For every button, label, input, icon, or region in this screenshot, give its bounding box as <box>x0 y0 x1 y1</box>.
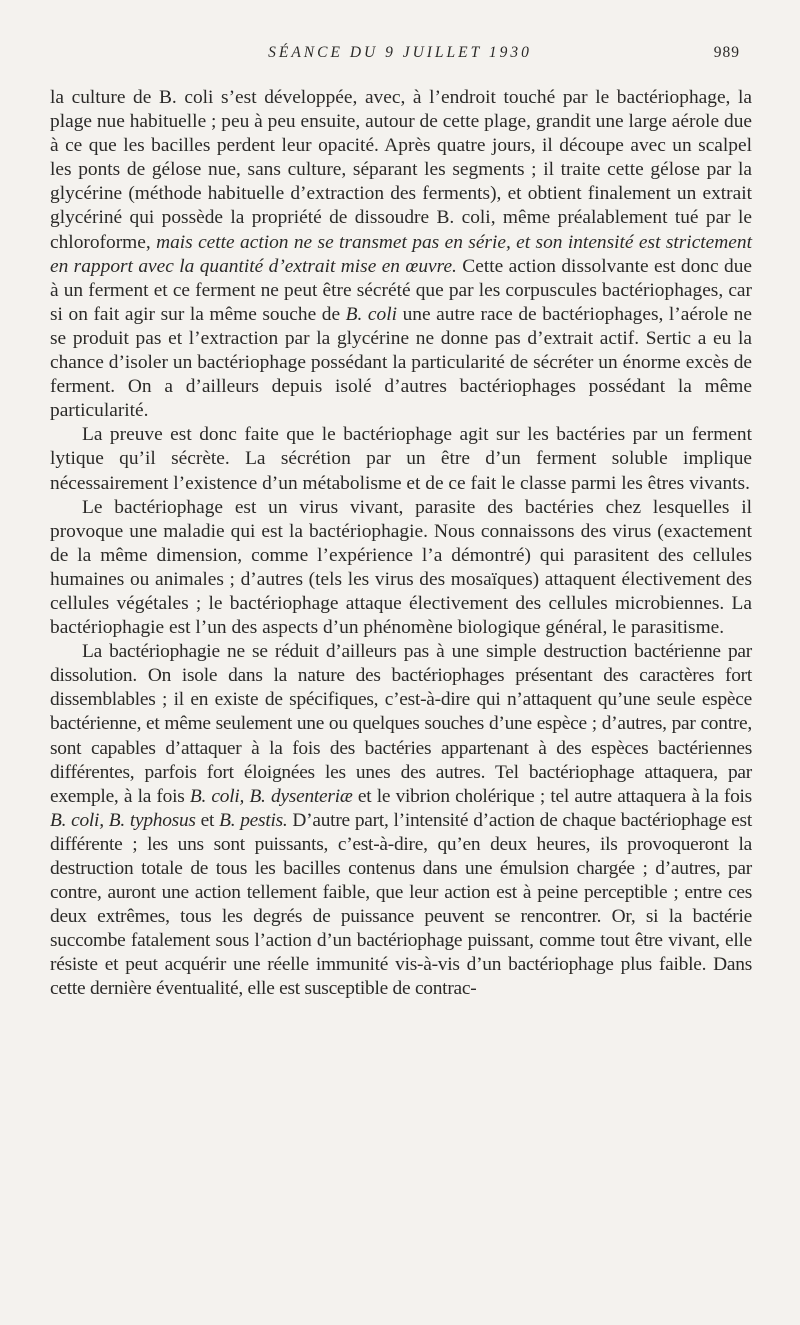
body-text <box>50 86 752 1002</box>
text-run: la culture de B. coli s’est développée, avec, à l’endroit touché par le bactériophage, la plage nue habituelle ; peu à peu ensuite, autour de cette plage, grandit une large aérole due à ce que les bacilles perdent leur opacité. Après quatre jours, il découpe avec un scalpel les ponts de gélose nue, sans culture, séparant les segments ; il traite cette gélose par la glycérine (méthode habituelle d’extraction des ferments), et obtient finalement un extrait glycériné qui possède la propriété de dissoudre B. coli, même préalablement tué par le chloroforme, <box>50 87 752 253</box>
page-number: 989 <box>713 44 740 61</box>
italic-run: B. coli <box>345 303 398 325</box>
italic-run: B. coli, B. dysenteriæ <box>189 785 353 807</box>
text-run: et <box>200 809 215 831</box>
italic-run: B. coli, B. typhosus <box>50 809 196 831</box>
text-run: La bactériophagie ne se réduit d’ailleurs pas à une simple destruction bactérienne par dissolution. On isole dans la nature des bactériophages présentant des caractères fort dissemblables ; il en existe de spécifiques, c’est-à-dire qui n’attaquent qu’une seule espèce bactérienne, et même seulement une ou quelques souches d’une espèce ; d’autres, par contre, sont capables d’attaquer à la fois des bactéries appartenant à des espèces bactériennes différentes, parfois fort éloignées les unes des autres. Tel bactériophage attaquera, par exemple, à la fois <box>50 641 752 807</box>
italic-run: B. pestis. <box>219 809 288 831</box>
text-run: une autre race de bactériophages, l’aérole ne se produit pas et l’extraction par la glycérine ne donne pas d’extrait actif. Sertic a eu la chance d’isoler un bactériophage possédant la particularité de sécréter un énorme excès de ferment. On a d’ailleurs depuis isolé d’autres bactériophages possédant la même particularité. <box>50 303 752 422</box>
paragraph <box>50 86 752 423</box>
running-title: SÉANCE DU 9 JUILLET 1930 <box>268 44 532 61</box>
paragraph <box>50 640 752 1001</box>
paragraph: Le bactériophage est un virus vivant, parasite des bactéries chez lesquelles il provoque une maladie qui est la bactériophagie. Nous connaissons des virus (exactement de la même dimension, comme l’expérience l’a démontré) qui parasitent des cellules humaines ou animales ; d’autres (tels les virus des mosaïques) attaquent électivement des cellules végétales ; le bactériophage attaque électivement des cellules microbiennes. La bactériophagie est l’un des aspects d’un phénomène biologique général, le parasitisme. <box>50 496 752 639</box>
paragraph: La preuve est donc faite que le bactériophage agit sur les bactéries par un ferment lytique qu’il sécrète. La sécrétion par un être d’un ferment soluble implique nécessairement l’existence d’un métabolisme et de ce fait le classe parmi les êtres vivants. <box>50 424 752 494</box>
text-run: et le vibrion cholérique ; tel autre attaquera à la fois <box>357 785 752 807</box>
text-run: D’autre part, l’intensité d’action de chaque bactériophage est différente ; les uns sont puissants, c’est-à-dire, qu’en deux heures, ils provoqueront la destruction totale de tous les bacilles contenus dans une émulsion chargée ; d’autres, par contre, auront une action tellement faible, que leur action est à peine perceptible ; entre ces deux extrêmes, tous les degrés de puissance peuvent se rencontrer. Or, si la bactérie succombe fatalement sous l’action d’un bactériophage puissant, comme tout être vivant, elle résiste et peut acquérir une réelle immunité vis-à-vis d’un bactériophage plus faible. Dans cette dernière éventualité, elle est susceptible de contrac- <box>50 809 752 1000</box>
text-run: Cette action dissolvante est donc due à un ferment et ce ferment ne peut être sécrété que par les corpuscules bactériophages, car si on fait agir sur la même souche de <box>50 255 752 325</box>
page-header <box>0 44 800 68</box>
italic-run: mais cette action ne se transmet pas en série, et son intensité est strictement en rapport avec la quantité d’extrait mise en œuvre. <box>50 231 752 277</box>
